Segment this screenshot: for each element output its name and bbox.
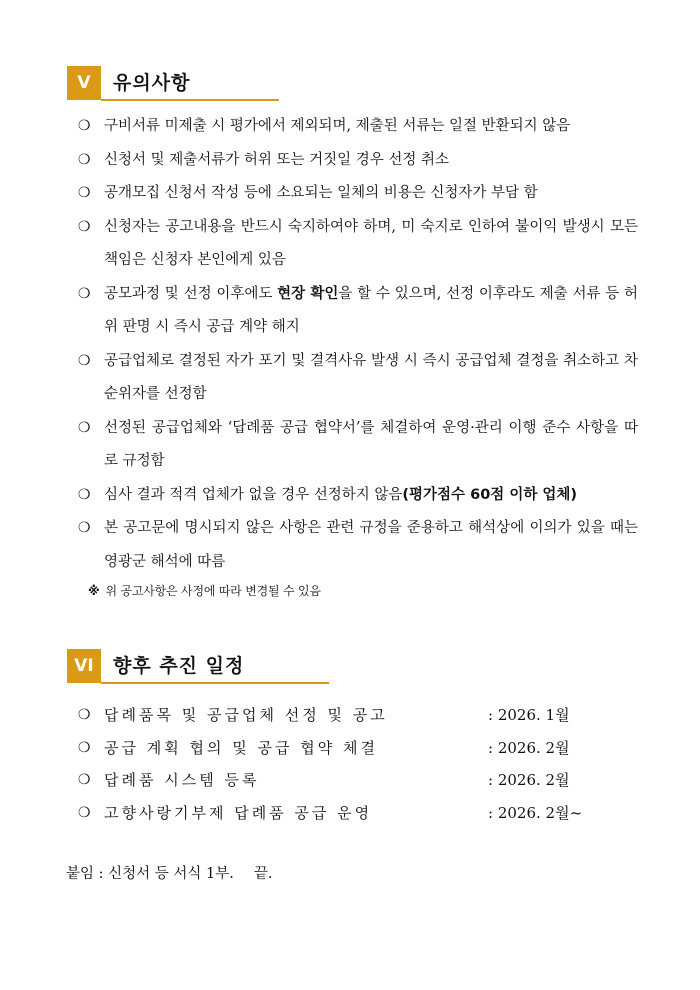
- list-item: [78, 177, 638, 211]
- circle-bullet-icon: ❍: [78, 118, 91, 134]
- circle-bullet-icon: ❍: [78, 185, 91, 201]
- list-item: [78, 278, 638, 345]
- list-item: [78, 110, 638, 144]
- list-item: [78, 512, 638, 579]
- list-item: [78, 211, 638, 278]
- schedule-row: [78, 764, 638, 797]
- list-item: [78, 345, 638, 412]
- schedule-row: [78, 699, 638, 732]
- section-number-badge: VI: [67, 649, 101, 683]
- list-item-text: 구비서류 미제출 시 평가에서 제외되며, 제출된 서류는 일절 반환되지 않음: [104, 118, 571, 134]
- section-title: 향후 추진 일정: [113, 655, 245, 677]
- emphasis-text: 현장 확인: [277, 285, 339, 302]
- circle-bullet-icon: ❍: [78, 520, 91, 536]
- circle-bullet-icon: ❍: [78, 285, 91, 302]
- section-title-underline: [101, 682, 329, 684]
- schedule-task: 고향사랑기부제 답례품 공급 운영: [104, 803, 373, 822]
- footnote: [88, 582, 321, 599]
- list-item-text: 공모과정 및 선정 이후에도: [104, 285, 278, 302]
- list-item-text: 심사 결과 적격 업체가 없을 경우 선정하지 않음: [104, 486, 403, 503]
- list-item: [78, 144, 638, 178]
- circle-bullet-icon: ❍: [78, 804, 91, 821]
- schedule-row: [78, 732, 638, 765]
- schedule-list: [78, 699, 638, 829]
- schedule-date: : 2026. 2월: [488, 738, 570, 757]
- circle-bullet-icon: ❍: [78, 352, 91, 369]
- list-item-text: 공급업체로 결정된 자가 포기 및 결격사유 발생 시 즉시 공급업체 결정을 취소하고 차순위자를 선정함: [104, 352, 638, 402]
- emphasis-text: (평가점수 60점 이하 업체): [402, 486, 578, 503]
- circle-bullet-icon: ❍: [78, 739, 91, 756]
- list-item-text: 을 할 수 있으며, 선정 이후라도 제출 서류 등 허위 판명 시 즉시 공급 계약 해지: [104, 285, 638, 335]
- schedule-task: 답례품목 및 공급업체 선정 및 공고: [104, 706, 388, 724]
- reference-mark-icon: ※: [88, 584, 100, 598]
- circle-bullet-icon: ❍: [78, 151, 91, 168]
- list-item: [78, 479, 638, 513]
- precautions-list: [78, 110, 638, 579]
- schedule-date: : 2026. 2월~: [488, 803, 583, 822]
- list-item-text: 본 공고문에 명시되지 않은 사항은 관련 규정을 준용하고 해석상에 이의가 있을 때는 영광군 해석에 따름: [104, 520, 638, 570]
- section-title-underline: [101, 99, 279, 101]
- schedule-task: 답례품 시스템 등록: [104, 771, 260, 789]
- schedule-task: 공급 계획 협의 및 공급 협약 체결: [104, 738, 378, 757]
- section-number-badge: V: [67, 66, 101, 100]
- circle-bullet-icon: ❍: [78, 707, 91, 723]
- section-title: 유의사항: [113, 72, 191, 94]
- schedule-row: [78, 797, 638, 830]
- schedule-date: : 2026. 1월: [488, 706, 570, 724]
- list-item-text: 공개모집 신청서 작성 등에 소요되는 일체의 비용은 신청자가 부담 함: [104, 185, 538, 201]
- circle-bullet-icon: ❍: [78, 772, 91, 788]
- footnote-text: 위 공고사항은 사정에 따라 변경될 수 있음: [105, 584, 321, 598]
- attachment-text: 붙임 : 신청서 등 서식 1부.: [66, 866, 234, 882]
- end-mark: 끝.: [253, 866, 273, 882]
- list-item-text: 신청서 및 제출서류가 허위 또는 거짓일 경우 선정 취소: [104, 151, 450, 168]
- circle-bullet-icon: ❍: [78, 218, 91, 235]
- attachment-line: [66, 862, 272, 883]
- list-item: [78, 412, 638, 479]
- list-item-text: 선정된 공급업체와 ‘답례품 공급 협약서’를 체결하여 운영·관리 이행 준수 사항을 따로 규정함: [104, 419, 638, 469]
- list-item-text: 신청자는 공고내용을 반드시 숙지하여야 하며, 미 숙지로 인하여 불이익 발생시 모든 책임은 신청자 본인에게 있음: [104, 218, 638, 268]
- circle-bullet-icon: ❍: [78, 419, 91, 436]
- circle-bullet-icon: ❍: [78, 486, 91, 503]
- schedule-date: : 2026. 2월: [488, 771, 570, 789]
